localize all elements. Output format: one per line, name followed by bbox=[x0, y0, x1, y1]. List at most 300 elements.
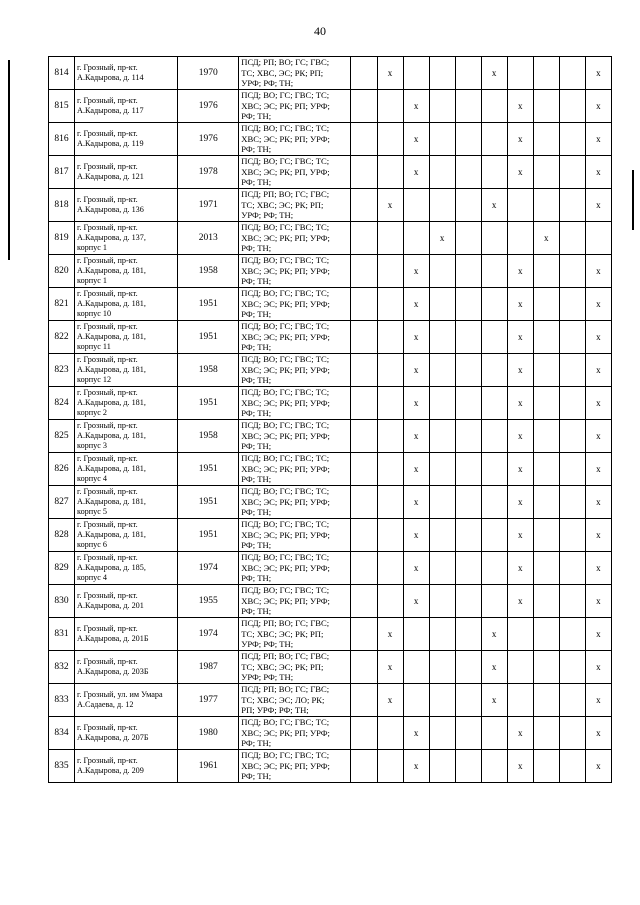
mark-cell bbox=[533, 189, 559, 222]
table-row bbox=[49, 651, 612, 684]
mark-cell: x bbox=[585, 156, 611, 189]
mark-cell bbox=[559, 387, 585, 420]
services-cell: ПСД; ВО; ГС; ГВС; ТС; ХВС; ЭС; РК; РП, УРФ; РФ; ТН; bbox=[239, 156, 351, 189]
mark-cell: x bbox=[507, 585, 533, 618]
row-number-cell: 829 bbox=[49, 552, 75, 585]
year-cell: 1951 bbox=[178, 387, 239, 420]
services-cell: ПСД; ВО; ГС; ГВС; ТС; ХВС; ЭС; РК; РП; УРФ; РФ; ТН; bbox=[239, 387, 351, 420]
address-cell: г. Грозный, пр-кт. А.Кадырова, д. 203Б bbox=[75, 651, 178, 684]
table-row bbox=[49, 618, 612, 651]
mark-cell bbox=[351, 321, 377, 354]
mark-cell bbox=[559, 651, 585, 684]
scan-edge-mark bbox=[8, 60, 10, 260]
mark-cell bbox=[377, 486, 403, 519]
mark-cell bbox=[377, 321, 403, 354]
address-cell: г. Грозный, пр-кт. А.Кадырова, д. 181, корпус 1 bbox=[75, 255, 178, 288]
mark-cell: x bbox=[507, 123, 533, 156]
mark-cell bbox=[559, 486, 585, 519]
mark-cell: x bbox=[403, 354, 429, 387]
mark-cell: x bbox=[403, 486, 429, 519]
mark-cell: x bbox=[585, 453, 611, 486]
mark-cell bbox=[429, 453, 455, 486]
year-cell: 1951 bbox=[178, 288, 239, 321]
mark-cell bbox=[533, 156, 559, 189]
mark-cell bbox=[533, 519, 559, 552]
mark-cell bbox=[559, 354, 585, 387]
mark-cell: x bbox=[585, 354, 611, 387]
table-row bbox=[49, 321, 612, 354]
row-number-cell: 831 bbox=[49, 618, 75, 651]
mark-cell bbox=[377, 288, 403, 321]
mark-cell bbox=[559, 519, 585, 552]
mark-cell bbox=[351, 90, 377, 123]
address-cell: г. Грозный, пр-кт. А.Кадырова, д. 181, корпус 4 bbox=[75, 453, 178, 486]
mark-cell: x bbox=[507, 321, 533, 354]
table-row bbox=[49, 288, 612, 321]
mark-cell bbox=[559, 684, 585, 717]
year-cell: 1970 bbox=[178, 57, 239, 90]
mark-cell bbox=[455, 321, 481, 354]
services-cell: ПСД; ВО; ГС; ГВС; ТС; ХВС; ЭС; РК; РП; УРФ; РФ; ТН; bbox=[239, 585, 351, 618]
mark-cell bbox=[559, 321, 585, 354]
mark-cell bbox=[351, 453, 377, 486]
address-cell: г. Грозный, пр-кт. А.Кадырова, д. 136 bbox=[75, 189, 178, 222]
mark-cell bbox=[429, 585, 455, 618]
mark-cell bbox=[481, 123, 507, 156]
mark-cell bbox=[455, 750, 481, 783]
address-cell: г. Грозный, пр-кт. А.Кадырова, д. 181, корпус 3 bbox=[75, 420, 178, 453]
mark-cell: x bbox=[585, 552, 611, 585]
mark-cell bbox=[403, 684, 429, 717]
mark-cell: x bbox=[403, 387, 429, 420]
mark-cell bbox=[507, 684, 533, 717]
mark-cell bbox=[377, 222, 403, 255]
mark-cell: x bbox=[585, 387, 611, 420]
mark-cell bbox=[507, 189, 533, 222]
year-cell: 1955 bbox=[178, 585, 239, 618]
mark-cell bbox=[533, 321, 559, 354]
services-cell: ПСД; РП; ВО; ГС; ГВС; ТС; ХВС; ЭС; ЛО; РК; РП; УРФ; РФ; ТН; bbox=[239, 684, 351, 717]
row-number-cell: 828 bbox=[49, 519, 75, 552]
table-row bbox=[49, 123, 612, 156]
address-cell: г. Грозный, пр-кт. А.Кадырова, д. 201 bbox=[75, 585, 178, 618]
year-cell: 1951 bbox=[178, 519, 239, 552]
housing-registry-table bbox=[48, 56, 612, 783]
row-number-cell: 827 bbox=[49, 486, 75, 519]
row-number-cell: 825 bbox=[49, 420, 75, 453]
mark-cell: x bbox=[403, 156, 429, 189]
mark-cell: x bbox=[481, 57, 507, 90]
mark-cell bbox=[455, 453, 481, 486]
mark-cell bbox=[351, 618, 377, 651]
mark-cell: x bbox=[377, 189, 403, 222]
mark-cell bbox=[377, 552, 403, 585]
mark-cell: x bbox=[403, 519, 429, 552]
row-number-cell: 815 bbox=[49, 90, 75, 123]
mark-cell bbox=[351, 354, 377, 387]
mark-cell: x bbox=[403, 123, 429, 156]
mark-cell bbox=[403, 189, 429, 222]
mark-cell bbox=[351, 486, 377, 519]
mark-cell bbox=[403, 618, 429, 651]
mark-cell bbox=[455, 222, 481, 255]
mark-cell bbox=[455, 57, 481, 90]
services-cell: ПСД; РП; ВО; ГС; ГВС; ТС; ХВС; ЭС; РК; РП; УРФ; РФ; ТН; bbox=[239, 618, 351, 651]
row-number-cell: 821 bbox=[49, 288, 75, 321]
mark-cell bbox=[533, 684, 559, 717]
mark-cell bbox=[351, 189, 377, 222]
mark-cell bbox=[455, 717, 481, 750]
mark-cell bbox=[403, 651, 429, 684]
mark-cell bbox=[455, 123, 481, 156]
services-cell: ПСД; ВО; ГС; ГВС; ТС; ХВС; ЭС; РК; РП; УРФ; РФ; ТН; bbox=[239, 750, 351, 783]
mark-cell bbox=[351, 585, 377, 618]
mark-cell bbox=[351, 123, 377, 156]
mark-cell bbox=[481, 387, 507, 420]
table-row bbox=[49, 552, 612, 585]
mark-cell bbox=[351, 156, 377, 189]
mark-cell bbox=[481, 222, 507, 255]
mark-cell bbox=[429, 684, 455, 717]
mark-cell bbox=[559, 189, 585, 222]
mark-cell bbox=[429, 519, 455, 552]
mark-cell bbox=[429, 288, 455, 321]
mark-cell: x bbox=[585, 90, 611, 123]
row-number-cell: 826 bbox=[49, 453, 75, 486]
services-cell: ПСД; ВО; ГС; ГВС; ТС; ХВС; ЭС; РК; РП; УРФ; РФ; ТН; bbox=[239, 255, 351, 288]
mark-cell: x bbox=[481, 651, 507, 684]
mark-cell: x bbox=[403, 552, 429, 585]
mark-cell bbox=[455, 420, 481, 453]
scan-edge-mark bbox=[632, 170, 634, 230]
mark-cell bbox=[377, 387, 403, 420]
mark-cell bbox=[559, 585, 585, 618]
mark-cell: x bbox=[507, 453, 533, 486]
mark-cell bbox=[455, 255, 481, 288]
mark-cell bbox=[377, 255, 403, 288]
services-cell: ПСД; ВО; ГС; ГВС; ТС; ХВС; ЭС; РК; РП; УРФ; РФ; ТН; bbox=[239, 354, 351, 387]
mark-cell: x bbox=[585, 57, 611, 90]
year-cell: 1980 bbox=[178, 717, 239, 750]
mark-cell bbox=[429, 717, 455, 750]
mark-cell bbox=[429, 156, 455, 189]
mark-cell: x bbox=[403, 585, 429, 618]
mark-cell bbox=[377, 585, 403, 618]
mark-cell bbox=[351, 519, 377, 552]
mark-cell: x bbox=[403, 321, 429, 354]
mark-cell bbox=[455, 552, 481, 585]
address-cell: г. Грозный, пр-кт. А.Кадырова, д. 119 bbox=[75, 123, 178, 156]
mark-cell: x bbox=[481, 684, 507, 717]
row-number-cell: 818 bbox=[49, 189, 75, 222]
mark-cell bbox=[429, 552, 455, 585]
year-cell: 1976 bbox=[178, 90, 239, 123]
services-cell: ПСД; РП; ВО; ГС; ГВС; ТС; ХВС, ЭС; РК; РП; УРФ; РФ; ТН; bbox=[239, 57, 351, 90]
mark-cell bbox=[559, 156, 585, 189]
mark-cell bbox=[533, 585, 559, 618]
year-cell: 1958 bbox=[178, 255, 239, 288]
mark-cell bbox=[351, 255, 377, 288]
mark-cell bbox=[481, 552, 507, 585]
mark-cell bbox=[429, 420, 455, 453]
mark-cell bbox=[429, 321, 455, 354]
mark-cell bbox=[481, 420, 507, 453]
mark-cell: x bbox=[507, 552, 533, 585]
mark-cell bbox=[455, 585, 481, 618]
mark-cell bbox=[559, 222, 585, 255]
table-row bbox=[49, 354, 612, 387]
table-row bbox=[49, 156, 612, 189]
address-cell: г. Грозный, пр-кт. А.Кадырова, д. 181, корпус 11 bbox=[75, 321, 178, 354]
services-cell: ПСД; ВО; ГС; ГВС; ТС; ХВС; ЭС; РК; РП; УРФ; РФ; ТН; bbox=[239, 453, 351, 486]
address-cell: г. Грозный, пр-кт. А.Кадырова, д. 181, корпус 10 bbox=[75, 288, 178, 321]
mark-cell bbox=[377, 156, 403, 189]
mark-cell bbox=[533, 123, 559, 156]
mark-cell bbox=[351, 651, 377, 684]
table-row bbox=[49, 453, 612, 486]
mark-cell: x bbox=[403, 255, 429, 288]
mark-cell bbox=[455, 288, 481, 321]
year-cell: 1987 bbox=[178, 651, 239, 684]
mark-cell bbox=[481, 486, 507, 519]
address-cell: г. Грозный, пр-кт. А.Кадырова, д. 117 bbox=[75, 90, 178, 123]
mark-cell bbox=[559, 453, 585, 486]
address-cell: г. Грозный, пр-кт. А.Кадырова, д. 181, корпус 2 bbox=[75, 387, 178, 420]
mark-cell bbox=[533, 354, 559, 387]
year-cell: 1951 bbox=[178, 321, 239, 354]
table-row bbox=[49, 222, 612, 255]
mark-cell bbox=[533, 453, 559, 486]
mark-cell bbox=[455, 156, 481, 189]
table-row bbox=[49, 189, 612, 222]
row-number-cell: 833 bbox=[49, 684, 75, 717]
mark-cell: x bbox=[429, 222, 455, 255]
mark-cell: x bbox=[403, 453, 429, 486]
mark-cell bbox=[533, 618, 559, 651]
mark-cell: x bbox=[585, 651, 611, 684]
mark-cell bbox=[559, 618, 585, 651]
mark-cell: x bbox=[507, 717, 533, 750]
mark-cell: x bbox=[585, 189, 611, 222]
mark-cell bbox=[559, 552, 585, 585]
mark-cell: x bbox=[585, 486, 611, 519]
row-number-cell: 824 bbox=[49, 387, 75, 420]
mark-cell bbox=[377, 453, 403, 486]
mark-cell bbox=[559, 420, 585, 453]
mark-cell: x bbox=[481, 189, 507, 222]
mark-cell bbox=[533, 750, 559, 783]
mark-cell bbox=[533, 420, 559, 453]
mark-cell: x bbox=[377, 618, 403, 651]
address-cell: г. Грозный, пр-кт. А.Кадырова, д. 114 bbox=[75, 57, 178, 90]
row-number-cell: 819 bbox=[49, 222, 75, 255]
mark-cell: x bbox=[507, 420, 533, 453]
table-body bbox=[49, 57, 612, 783]
mark-cell bbox=[377, 354, 403, 387]
mark-cell: x bbox=[507, 288, 533, 321]
services-cell: ПСД; РП; ВО; ГС; ГВС; ТС; ХВС; ЭС; РК; РП; УРФ; РФ; ТН; bbox=[239, 189, 351, 222]
mark-cell bbox=[533, 717, 559, 750]
table-row bbox=[49, 387, 612, 420]
year-cell: 2013 bbox=[178, 222, 239, 255]
page-number: 40 bbox=[314, 24, 326, 38]
row-number-cell: 832 bbox=[49, 651, 75, 684]
mark-cell: x bbox=[585, 585, 611, 618]
table-row bbox=[49, 90, 612, 123]
mark-cell bbox=[351, 420, 377, 453]
table-row bbox=[49, 684, 612, 717]
mark-cell bbox=[533, 90, 559, 123]
mark-cell bbox=[481, 288, 507, 321]
mark-cell bbox=[455, 519, 481, 552]
table-row bbox=[49, 57, 612, 90]
table-row bbox=[49, 486, 612, 519]
mark-cell bbox=[377, 750, 403, 783]
mark-cell: x bbox=[403, 750, 429, 783]
mark-cell: x bbox=[377, 651, 403, 684]
mark-cell: x bbox=[507, 387, 533, 420]
mark-cell bbox=[351, 717, 377, 750]
mark-cell: x bbox=[585, 618, 611, 651]
mark-cell bbox=[455, 684, 481, 717]
mark-cell bbox=[507, 618, 533, 651]
year-cell: 1974 bbox=[178, 552, 239, 585]
services-cell: ПСД; ВО; ГС; ГВС; ТС; ХВС; ЭС; РК; РП; УРФ; РФ; ТН; bbox=[239, 552, 351, 585]
row-number-cell: 834 bbox=[49, 717, 75, 750]
address-cell: г. Грозный, пр-кт. А.Кадырова, д. 201Б bbox=[75, 618, 178, 651]
row-number-cell: 835 bbox=[49, 750, 75, 783]
address-cell: г. Грозный, пр-кт. А.Кадырова, д. 121 bbox=[75, 156, 178, 189]
mark-cell bbox=[533, 486, 559, 519]
year-cell: 1961 bbox=[178, 750, 239, 783]
services-cell: ПСД; ВО; ГС; ГВС; ТС; ХВС; ЭС; РК; РП; УРФ; РФ; ТН; bbox=[239, 420, 351, 453]
mark-cell: x bbox=[585, 750, 611, 783]
mark-cell bbox=[351, 552, 377, 585]
year-cell: 1958 bbox=[178, 420, 239, 453]
mark-cell bbox=[455, 90, 481, 123]
mark-cell bbox=[351, 288, 377, 321]
mark-cell bbox=[429, 189, 455, 222]
mark-cell bbox=[403, 57, 429, 90]
services-cell: ПСД; РП; ВО; ГС; ГВС; ТС; ХВС; ЭС; РК; РП; УРФ; РФ; ТН; bbox=[239, 651, 351, 684]
mark-cell: x bbox=[585, 321, 611, 354]
table-row bbox=[49, 717, 612, 750]
mark-cell bbox=[429, 387, 455, 420]
mark-cell bbox=[559, 717, 585, 750]
mark-cell bbox=[481, 453, 507, 486]
mark-cell bbox=[351, 222, 377, 255]
mark-cell: x bbox=[403, 420, 429, 453]
mark-cell: x bbox=[585, 255, 611, 288]
mark-cell bbox=[559, 123, 585, 156]
mark-cell bbox=[455, 486, 481, 519]
services-cell: ПСД; ВО; ГС; ГВС; ТС; ХВС; ЭС; РК; РП; УРФ; РФ; ТН; bbox=[239, 288, 351, 321]
year-cell: 1977 bbox=[178, 684, 239, 717]
services-cell: ПСД; ВО; ГС; ГВС; ТС; ХВС; ЭС; РК; РП; УРФ; РФ; ТН; bbox=[239, 717, 351, 750]
year-cell: 1971 bbox=[178, 189, 239, 222]
mark-cell bbox=[507, 222, 533, 255]
services-cell: ПСД; ВО; ГС; ГВС; ТС; ХВС; ЭС; РК; РП; УРФ; РФ; ТН; bbox=[239, 486, 351, 519]
mark-cell bbox=[377, 90, 403, 123]
table-row bbox=[49, 519, 612, 552]
mark-cell bbox=[429, 750, 455, 783]
mark-cell bbox=[507, 57, 533, 90]
year-cell: 1951 bbox=[178, 453, 239, 486]
mark-cell: x bbox=[403, 717, 429, 750]
mark-cell bbox=[559, 288, 585, 321]
mark-cell bbox=[481, 156, 507, 189]
mark-cell bbox=[377, 420, 403, 453]
mark-cell: x bbox=[585, 717, 611, 750]
mark-cell: x bbox=[507, 519, 533, 552]
services-cell: ПСД; ВО; ГС; ГВС; ТС; ХВС; ЭС; РК; РП; УРФ; РФ; ТН; bbox=[239, 90, 351, 123]
row-number-cell: 823 bbox=[49, 354, 75, 387]
mark-cell bbox=[533, 255, 559, 288]
address-cell: г. Грозный, пр-кт. А.Кадырова, д. 209 bbox=[75, 750, 178, 783]
mark-cell bbox=[429, 255, 455, 288]
services-cell: ПСД; ВО; ГС; ГВС; ТС; ХВС; ЭС; РК; РП; УРФ; РФ; ТН; bbox=[239, 321, 351, 354]
mark-cell bbox=[455, 354, 481, 387]
mark-cell bbox=[429, 618, 455, 651]
mark-cell bbox=[455, 618, 481, 651]
address-cell: г. Грозный, ул. им Умара А.Садаева, д. 12 bbox=[75, 684, 178, 717]
services-cell: ПСД; ВО; ГС; ГВС; ТС; ХВС; ЭС; РК; РП; УРФ; РФ; ТН; bbox=[239, 222, 351, 255]
year-cell: 1978 bbox=[178, 156, 239, 189]
row-number-cell: 814 bbox=[49, 57, 75, 90]
mark-cell bbox=[455, 189, 481, 222]
mark-cell: x bbox=[403, 90, 429, 123]
mark-cell bbox=[533, 552, 559, 585]
mark-cell bbox=[559, 57, 585, 90]
mark-cell: x bbox=[507, 750, 533, 783]
mark-cell bbox=[455, 651, 481, 684]
address-cell: г. Грозный, пр-кт. А.Кадырова, д. 137, корпус 1 bbox=[75, 222, 178, 255]
mark-cell: x bbox=[377, 684, 403, 717]
mark-cell bbox=[559, 90, 585, 123]
address-cell: г. Грозный, пр-кт. А.Кадырова, д. 185, корпус 4 bbox=[75, 552, 178, 585]
mark-cell bbox=[351, 684, 377, 717]
row-number-cell: 830 bbox=[49, 585, 75, 618]
mark-cell bbox=[481, 321, 507, 354]
mark-cell: x bbox=[507, 354, 533, 387]
mark-cell: x bbox=[403, 288, 429, 321]
mark-cell: x bbox=[507, 486, 533, 519]
mark-cell bbox=[481, 255, 507, 288]
mark-cell bbox=[351, 750, 377, 783]
address-cell: г. Грозный, пр-кт. А.Кадырова, д. 181, корпус 6 bbox=[75, 519, 178, 552]
mark-cell: x bbox=[585, 519, 611, 552]
table-row bbox=[49, 420, 612, 453]
mark-cell bbox=[585, 222, 611, 255]
mark-cell bbox=[351, 387, 377, 420]
mark-cell bbox=[377, 123, 403, 156]
address-cell: г. Грозный, пр-кт. А.Кадырова, д. 181, корпус 5 bbox=[75, 486, 178, 519]
mark-cell bbox=[429, 354, 455, 387]
mark-cell: x bbox=[507, 90, 533, 123]
mark-cell bbox=[533, 651, 559, 684]
table-row bbox=[49, 585, 612, 618]
mark-cell: x bbox=[533, 222, 559, 255]
mark-cell bbox=[507, 651, 533, 684]
year-cell: 1974 bbox=[178, 618, 239, 651]
table-row bbox=[49, 255, 612, 288]
mark-cell bbox=[377, 717, 403, 750]
mark-cell: x bbox=[585, 123, 611, 156]
mark-cell bbox=[533, 57, 559, 90]
address-cell: г. Грозный, пр-кт. А.Кадырова, д. 207Б bbox=[75, 717, 178, 750]
year-cell: 1976 bbox=[178, 123, 239, 156]
mark-cell bbox=[481, 519, 507, 552]
